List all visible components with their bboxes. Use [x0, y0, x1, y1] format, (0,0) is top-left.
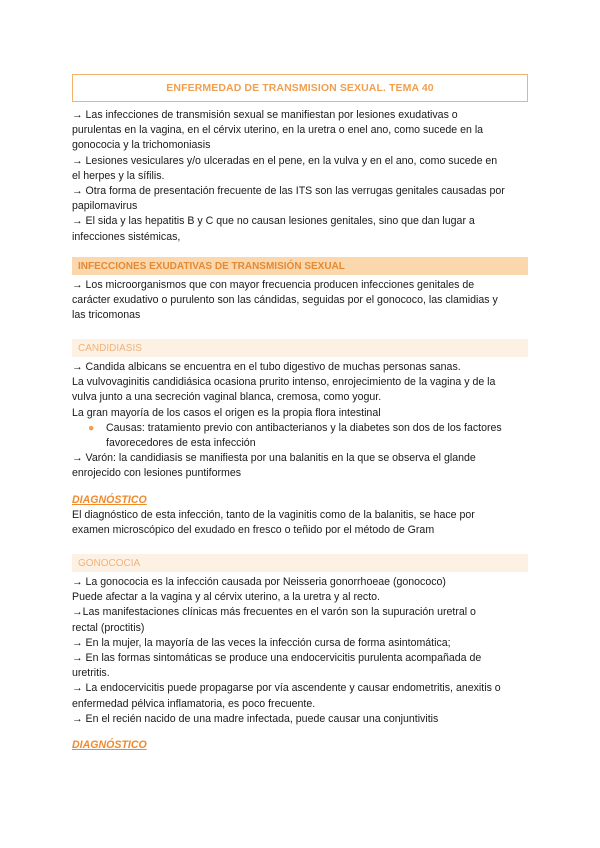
text-line: infecciones sistémicas, — [72, 230, 181, 243]
exudativas-paragraph — [72, 278, 532, 324]
text-line: uretritis. — [72, 667, 110, 680]
diagnostico-heading: DIAGNÓSTICO — [72, 739, 147, 751]
text-line: examen microscópico del exudado en fresco o teñido por el método de Gram — [72, 524, 435, 537]
text-line: →Las manifestaciones clínicas más frecuentes en el varón son la supuración uretral o — [72, 606, 476, 619]
text-line: → La endocervicitis puede propagarse por vía ascendente y causar endometritis, anexitis o — [72, 682, 501, 695]
text-line: favorecedores de esta infección — [106, 437, 256, 450]
section-heading-exudativas: INFECCIONES EXUDATIVAS DE TRANSMISIÓN SEXUAL — [72, 257, 528, 275]
text-line: purulentas en la vagina, en el cérvix uterino, en la uretra o enel ano, como sucede en la — [72, 124, 484, 137]
diagnostico-heading: DIAGNÓSTICO — [72, 494, 147, 506]
text-line: → Lesiones vesiculares y/o ulceradas en el pene, en la vulva y en el ano, como sucede en — [72, 154, 498, 167]
text-line: La vulvovaginitis candidiásica ocasiona prurito intenso, enrojecimiento de la vagina y de la — [72, 376, 496, 389]
text-line: gonococia y la trichomoniasis — [72, 139, 211, 152]
text-line: Causas: tratamiento previo con antibacterianos y la diabetes son dos de los factores — [106, 421, 502, 434]
text-line: La gran mayoría de los casos el origen es la propia flora intestinal — [72, 406, 381, 419]
text-line: → En la mujer, la mayoría de las veces la infección cursa de forma asintomática; — [72, 636, 451, 649]
text-line: → Otra forma de presentación frecuente de las ITS son las verrugas genitales causadas por — [72, 185, 505, 198]
text-line: → Varón: la candidiasis se manifiesta por una balanitis en la que se observa el glande — [72, 452, 476, 465]
text-line: vulva junto a una secreción vaginal blanca, cremosa, como yogur. — [72, 391, 382, 404]
text-line: enrojecido con lesiones puntiformes — [72, 467, 242, 480]
candidiasis-paragraph — [72, 360, 532, 482]
text-line: carácter exudativo o purulento son las cándidas, seguidas por el gonococo, las clamidias y — [72, 294, 498, 307]
diagnostico-paragraph — [72, 508, 532, 538]
text-line: → En el recién nacido de una madre infectada, puede causar una conjuntivitis — [72, 712, 439, 725]
text-line: las tricomonas — [72, 309, 141, 322]
text-line: Puede afectar a la vagina y al cérvix uterino, a la uretra y al recto. — [72, 591, 380, 604]
text-line: → El sida y las hepatitis B y C que no causan lesiones genitales, sino que dan lugar a — [72, 215, 475, 228]
page-title: ENFERMEDAD DE TRANSMISION SEXUAL. TEMA 40 — [72, 74, 528, 102]
text-line: → La gonococia es la infección causada por Neisseria gonorrhoeae (gonococo) — [72, 576, 446, 588]
intro-paragraph — [72, 108, 532, 245]
text-line: El diagnóstico de esta infección, tanto de la vaginitis como de la balanitis, se hace por — [72, 509, 475, 521]
text-line: → Las infecciones de transmisión sexual se manifiestan por lesiones exudativas o — [72, 109, 458, 121]
bullet-icon: ● — [88, 421, 95, 434]
text-line: rectal (proctitis) — [72, 621, 145, 634]
text-line: el herpes y la sífilis. — [72, 169, 165, 182]
text-line: → Los microorganismos que con mayor frecuencia producen infecciones genitales de — [72, 279, 475, 291]
section-heading-candidiasis: CANDIDIASIS — [72, 339, 528, 357]
bullet-item-causas — [72, 421, 532, 451]
text-line: → Candida albicans se encuentra en el tubo digestivo de muchas personas sanas. — [72, 361, 461, 373]
text-line: papilomavirus — [72, 200, 138, 213]
text-line: enfermedad pélvica inflamatoria, es poco frecuente. — [72, 697, 316, 710]
section-heading-gonococia: GONOCOCIA — [72, 554, 528, 572]
text-line: → En las formas sintomáticas se produce una endocervicitis purulenta acompañada de — [72, 652, 482, 665]
gonococia-paragraph — [72, 575, 532, 727]
